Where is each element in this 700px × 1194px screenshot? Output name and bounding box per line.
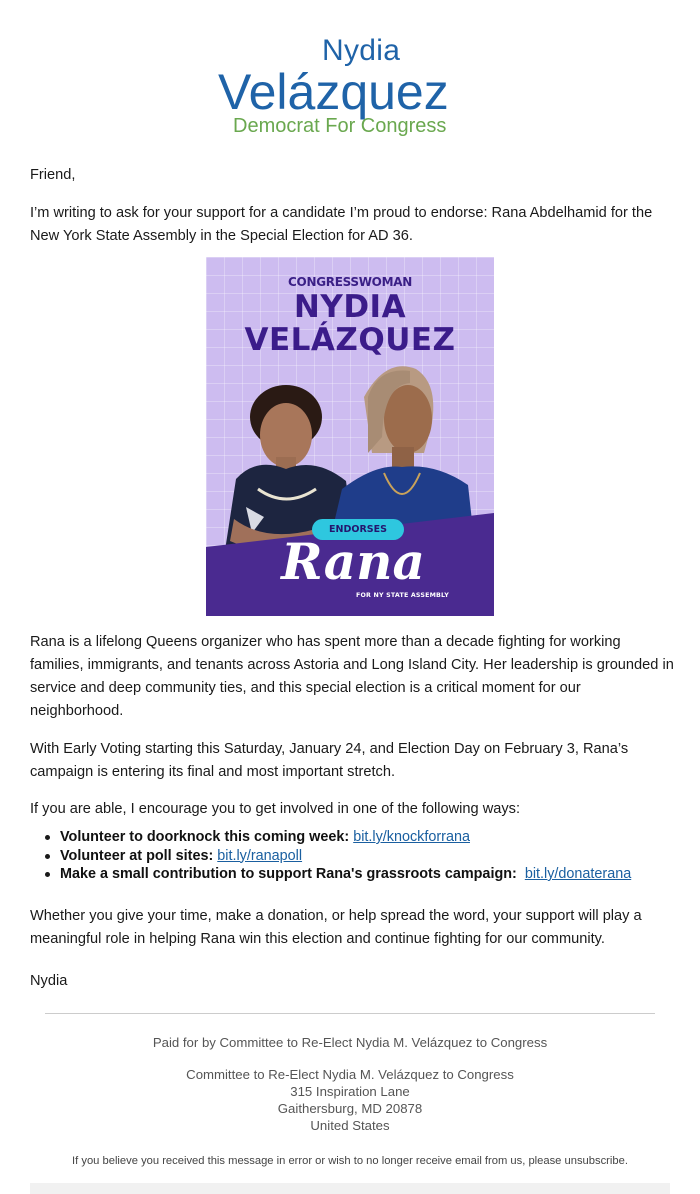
- action-label: Volunteer to doorknock this coming week:: [60, 829, 350, 845]
- donaterana-link[interactable]: bit.ly/donaterana: [524, 866, 632, 882]
- list-item: [60, 828, 680, 847]
- endorsement-poster-image: [206, 257, 494, 616]
- logo-last-name: Velázquez: [218, 64, 449, 120]
- ranapoll-link[interactable]: bit.ly/ranapoll: [217, 847, 303, 864]
- list-item: [60, 847, 680, 866]
- poster-name-line1: NYDIA: [293, 289, 407, 325]
- knockforrana-link[interactable]: bit.ly/knockforrana: [353, 829, 470, 845]
- footer-country: United States: [310, 1118, 390, 1133]
- logo-tagline: Democrat For Congress: [233, 115, 447, 137]
- action-list: [60, 828, 680, 884]
- bullet-icon: [45, 872, 50, 877]
- footer-city: Gaithersburg, MD 20878: [277, 1101, 423, 1116]
- footer-divider: [45, 1013, 655, 1014]
- poster-subtitle: FOR NY STATE ASSEMBLY: [356, 592, 450, 599]
- logo-first-name: Nydia: [322, 34, 401, 67]
- footer-committee: Committee to Re-Elect Nydia M. Velázquez to Congress: [186, 1067, 514, 1082]
- email-paragraph-early-voting: With Early Voting starting this Saturday, January 24, and Election Day on February 3, Rana’s campaign is entering its final and most important stretch.: [30, 741, 629, 780]
- footer-unsubscribe-notice[interactable]: If you believe you received this message in error or wish to no longer receive email from us, please unsubscribe.: [72, 1155, 628, 1167]
- email-intro-paragraph: I’m writing to ask for your support for a candidate I’m proud to endorse: Rana Abdelhamid for the New York State Assembly in the Special Election for AD 36.: [30, 205, 653, 244]
- poster-name-line2: VELÁZQUEZ: [244, 322, 456, 358]
- bullet-icon: [45, 835, 50, 840]
- action-label: Volunteer at poll sites:: [60, 847, 214, 864]
- email-paragraph-ask: If you are able, I encourage you to get involved in one of the following ways:: [30, 801, 521, 817]
- footer-street: 315 Inspiration Lane: [290, 1084, 410, 1099]
- campaign-logo: [0, 34, 700, 138]
- poster-candidate-name: Rana: [281, 532, 425, 591]
- email-greeting: Friend,: [30, 167, 76, 183]
- poster-kicker: CONGRESSWOMAN: [288, 275, 412, 289]
- email-signature: Nydia: [30, 973, 68, 989]
- action-label: Make a small contribution to support Rana's grassroots campaign:: [60, 866, 517, 882]
- bullet-icon: [45, 854, 50, 859]
- poster-endorses-badge: ENDORSES: [312, 519, 404, 540]
- footer-bottom-bar: [30, 1183, 670, 1194]
- footer-paid-for: Paid for by Committee to Re-Elect Nydia M. Velázquez to Congress: [152, 1035, 548, 1050]
- email-paragraph-rana: Rana is a lifelong Queens organizer who has spent more than a decade fighting for working families, immigrants, and tenants across Astoria and Long Island City. Her leadership is grounded in service and deep community ties, and this special election is a critical moment for our neighborhood.: [30, 634, 674, 719]
- list-item: [60, 865, 680, 884]
- email-paragraph-closing: Whether you give your time, make a donation, or help spread the word, your support will play a meaningful role in helping Rana win this election and continue fighting for our community.: [30, 908, 642, 947]
